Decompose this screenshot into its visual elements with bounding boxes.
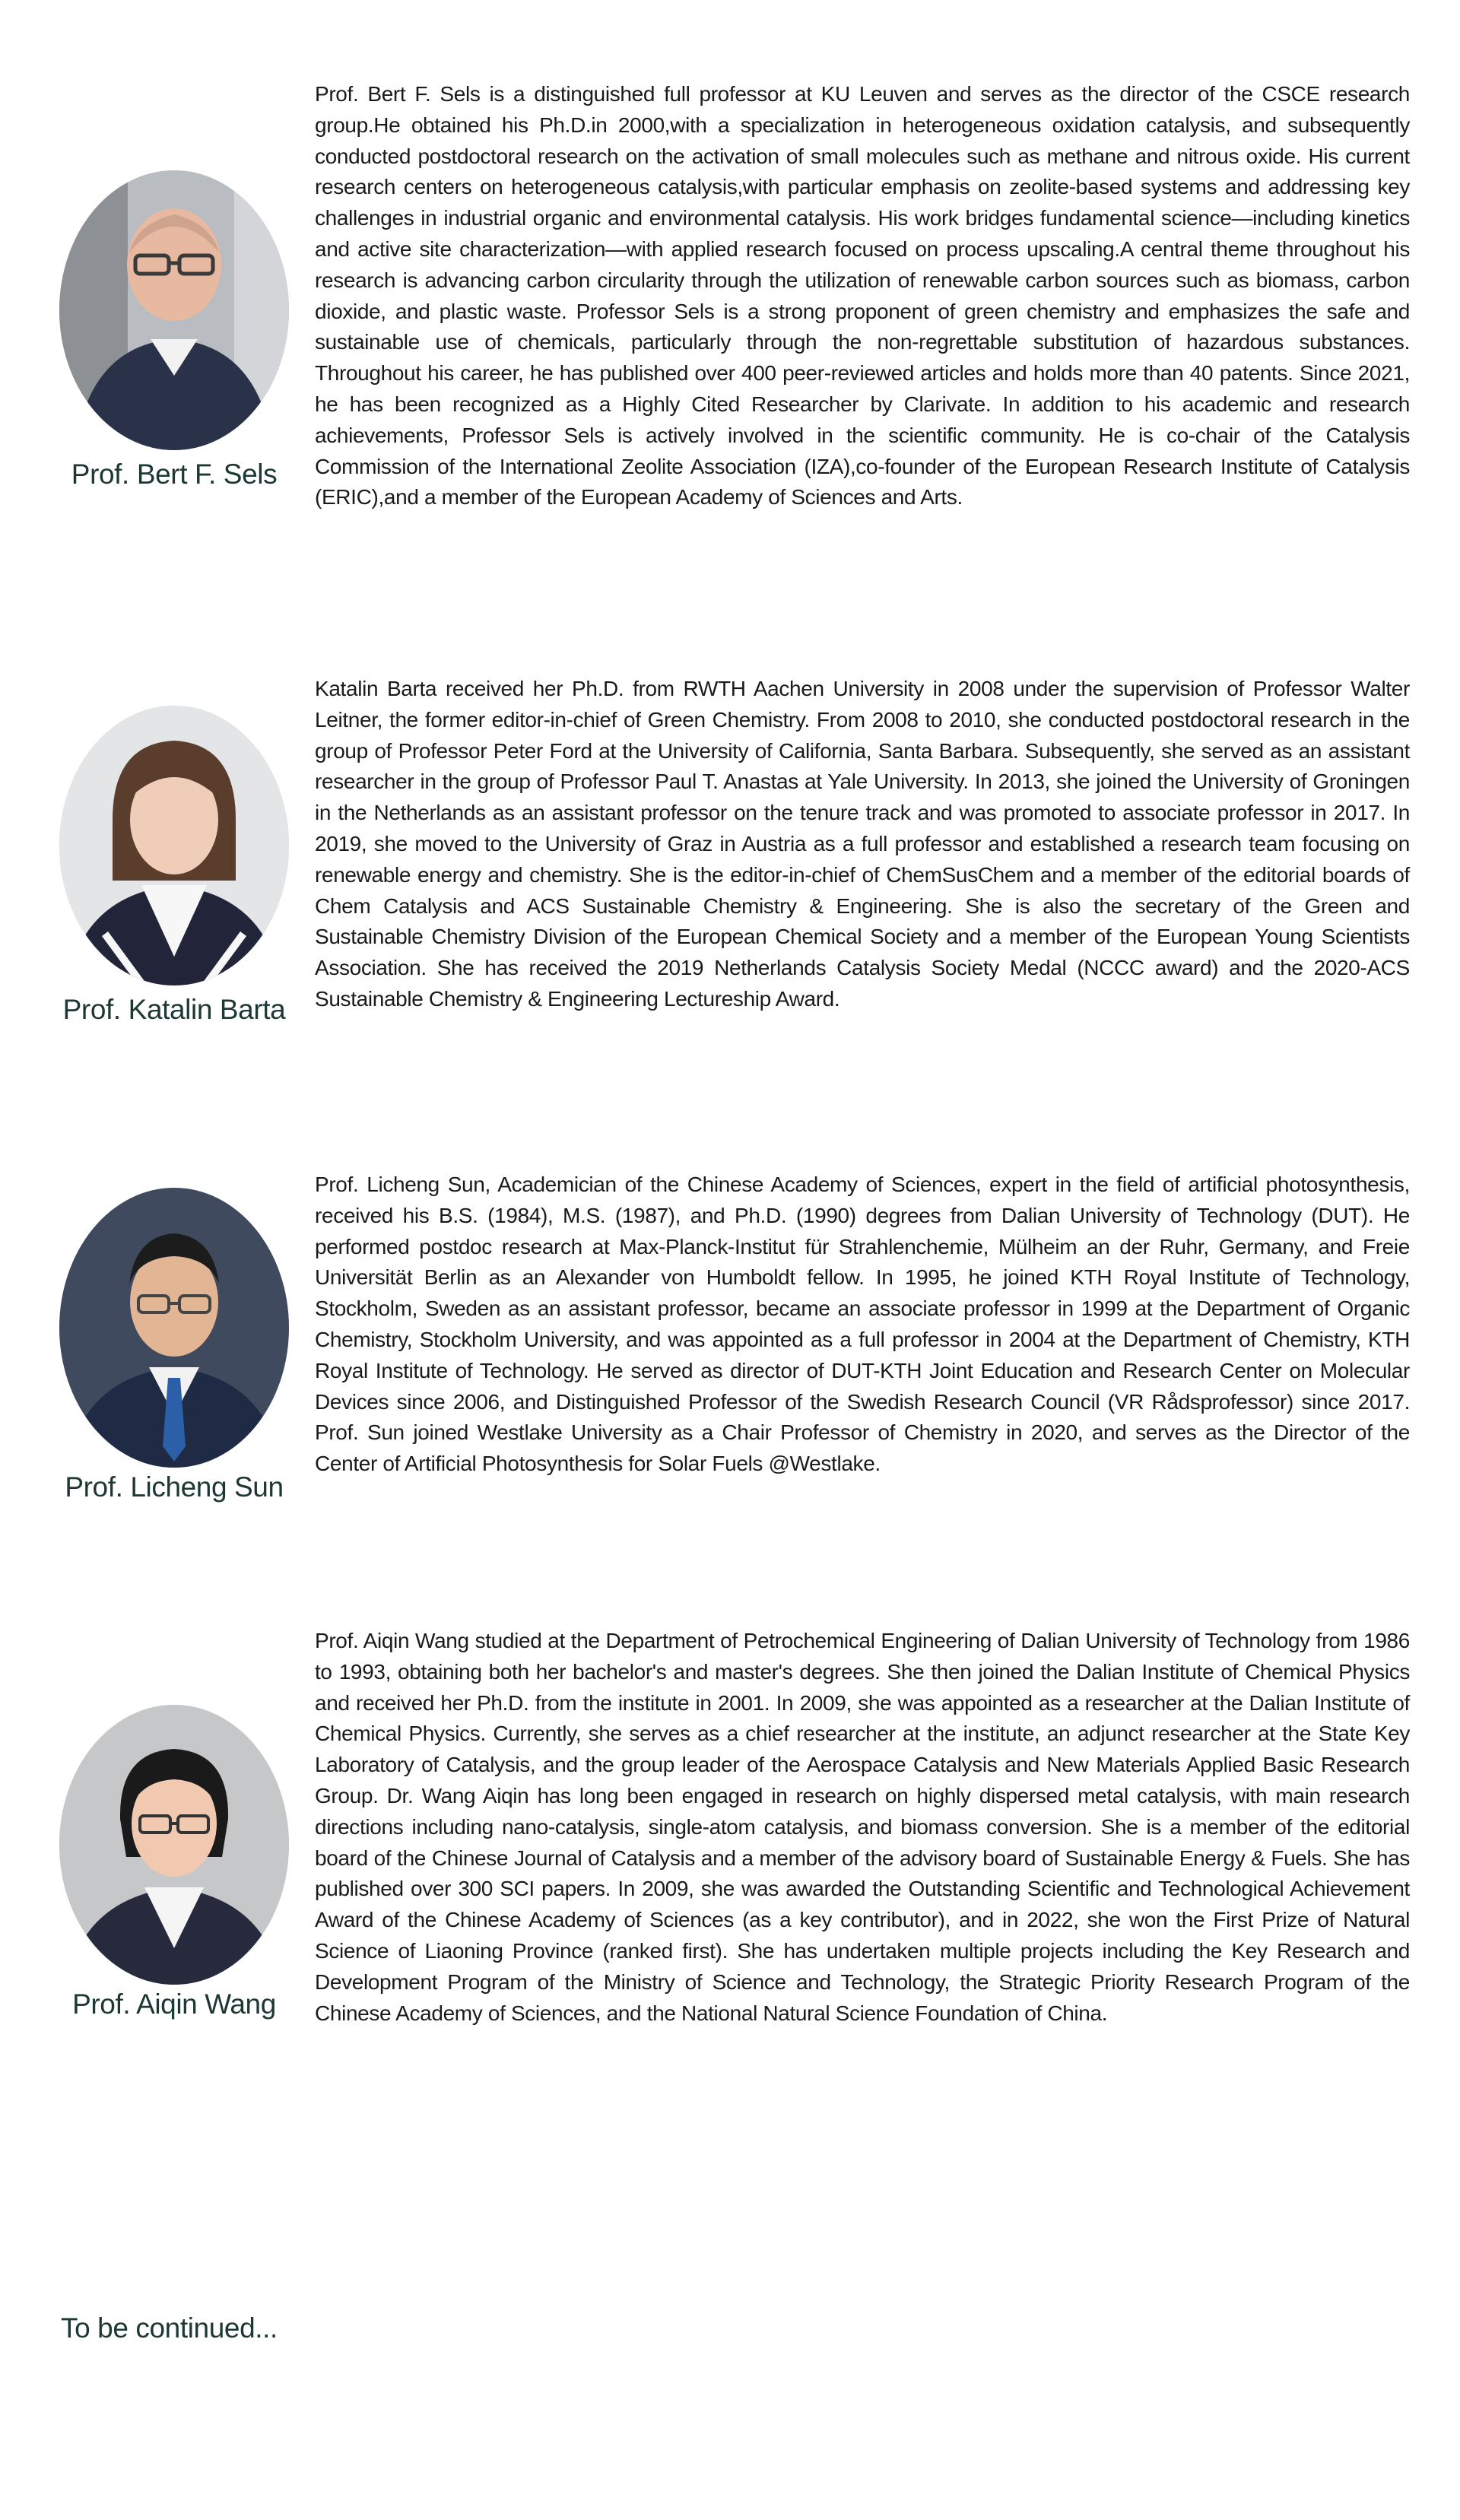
profile-bio: Prof. Bert F. Sels is a distinguished full professor at KU Leuven and serves as the director of the CSCE research group.He obtained his Ph.D.in 2000,with a specialization in heterogeneous oxidation catalysis, and subsequently conducted postdoctoral research on the activation of small molecules such as methane and nitrous oxide. His current research centers on heterogeneous catalysis,with particular emphasis on zeolite-based systems and addressing key challenges in industrial organic and environmental catalysis. His work bridges fundamental science—including kinetics and active site characterization—with applied research focused on process upscaling.A central theme throughout his research is advancing carbon circularity through the utilization of renewable carbon sources such as biomass, carbon dioxide, and plastic waste. Professor Sels is a strong proponent of green chemistry and emphasizes the safe and sustainable use of chemicals, particularly through the non-regrettable substitution of hazardous substances. Throughout his career, he has published over 400 peer-reviewed articles and holds more than 40 patents. Since 2021, he has been recognized as a Highly Cited Researcher by Clarivate. In addition to his academic and research achievements, Professor Sels is actively involved in the scientific community. He is co-chair of the Catalysis Commission of the International Zeolite Association (IZA),co-founder of the European Research Institute of Catalysis (ERIC),and a member of the European Academy of Sciences and Arts. <box>315 82 1410 509</box>
portrait-photo-katalin-barta <box>59 706 289 985</box>
profile-bio: Katalin Barta received her Ph.D. from RWTH Aachen University in 2008 under the supervision of Professor Walter Leitner, the former editor-in-chief of Green Chemistry. From 2008 to 2010, she conducted postdoctoral research in the group of Professor Peter Ford at the University of California, Santa Barbara. Subsequently, she served as an assistant researcher in the group of Professor Paul T. Anastas at Yale University. In 2013, she joined the University of Groningen in the Netherlands as an assistant professor on the tenure track and was promoted to associate professor in 2017. In 2019, she moved to the University of Graz in Austria as a full professor and established a research team focusing on renewable energy and chemistry. She is the editor-in-chief of ChemSusChem and a member of the editorial boards of Chem Catalysis and ACS Sustainable Chemistry & Engineering. She is also the secretary of the Green and Sustainable Chemistry Division of the European Chemical Society and a member of the European Young Scientists Association. She has received the 2019 Netherlands Catalysis Society Medal (NCCC award) and the 2020-ACS Sustainable Chemistry & Engineering Lectureship Award. <box>315 677 1410 1011</box>
portrait-photo-licheng-sun <box>59 1188 289 1468</box>
portrait-photo-bert-sels <box>59 170 289 450</box>
to-be-continued-text: To be continued... <box>61 2312 278 2344</box>
profile-name: Prof. Aiqin Wang <box>72 1988 276 2020</box>
profile-bio: Prof. Licheng Sun, Academician of the Chinese Academy of Sciences, expert in the field of artificial photosynthesis, received his B.S. (1984), M.S. (1987), and Ph.D. (1990) degrees from Dalian University of Technology (DUT). He performed postdoc research at Max-Planck-Institut für Strahlenchemie, Mülheim an der Ruhr, Germany, and Freie Universität Berlin as an Alexander von Humboldt fellow. In 1995, he joined KTH Royal Institute of Technology, Stockholm, Sweden as an assistant professor, became an associate professor in 1999 at the Department of Organic Chemistry, Stockholm University, and was appointed as a full professor in 2004 at the Department of Chemistry, KTH Royal Institute of Technology. He served as director of DUT-KTH Joint Education and Research Center on Molecular Devices since 2006, and Distinguished Professor of the Swedish Research Council (VR Rådsprofessor) since 2017. Prof. Sun joined Westlake University as a Chair Professor of Chemistry in 2020, and serves as the Director of the Center of Artificial Photosynthesis for Solar Fuels @Westlake. <box>315 1173 1410 1476</box>
profile-name: Prof. Katalin Barta <box>62 994 286 1025</box>
profile-bio: Prof. Aiqin Wang studied at the Department of Petrochemical Engineering of Dalian University of Technology from 1986 to 1993, obtaining both her bachelor's and master's degrees. She then joined the Dalian Institute of Chemical Physics and received her Ph.D. from the institute in 2001. In 2009, she was appointed as a researcher at the Dalian Institute of Chemical Physics. Currently, she serves as a chief researcher at the institute, an adjunct researcher at the State Key Laboratory of Catalysis, and the group leader of the Aerospace Catalysis and New Materials Applied Basic Research Group. Dr. Wang Aiqin has long been engaged in research on highly dispersed metal catalysis, with main research directions including nano-catalysis, single-atom catalysis, and biomass conversion. She is a member of the editorial board of the Chinese Journal of Catalysis and a member of the advisory board of Sustainable Energy & Fuels. She has published over 300 SCI papers. In 2009, she was awarded the Outstanding Scientific and Technological Achievement Award of the Chinese Academy of Sciences (as a key contributor), and in 2022, she won the First Prize of Natural Science of Liaoning Province (ranked first). She has undertaken multiple projects including the Key Research and Development Program of the Ministry of Science and Technology, the Strategic Priority Research Program of the Chinese Academy of Sciences, and the National Natural Science Foundation of China. <box>315 1629 1410 2025</box>
profile-name: Prof. Bert F. Sels <box>71 459 278 490</box>
profile-name: Prof. Licheng Sun <box>65 1471 284 1503</box>
portrait-photo-aiqin-wang <box>59 1705 289 1985</box>
